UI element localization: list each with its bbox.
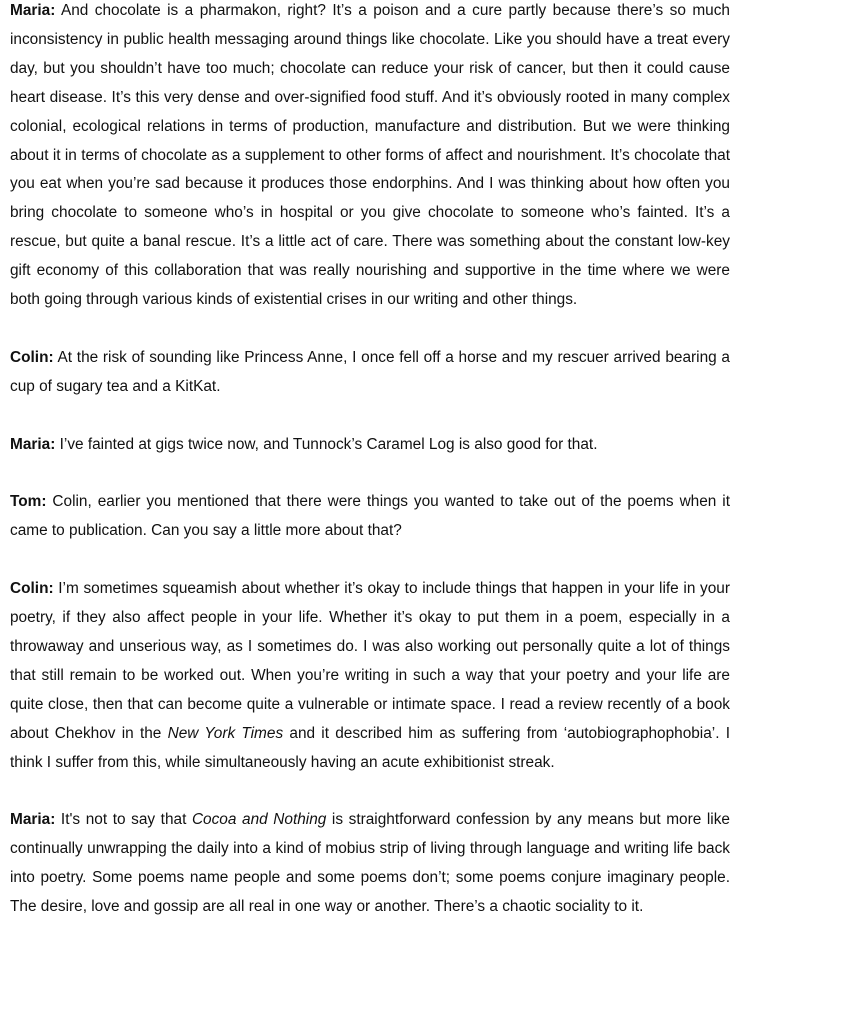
paragraph-colin-squeamish (10, 575, 730, 777)
paragraph-text: And chocolate is a pharmakon, right? It’s a poison and a cure partly because there’s so much inconsistency in public health messaging around things like chocolate. Like you should have a treat every day, but you shouldn’t have too much; chocolate can reduce your risk of cancer, but then it could cause heart disease. It’s this very dense and over-signified food stuff. And it’s obviously rooted in many complex colonial, ecological relations in terms of production, manufacture and distribution. But we were thinking about it in terms of chocolate as a supplement to other forms of affect and nourishment. It’s chocolate that you eat when you’re sad because it produces those endorphins. And I was thinking about how often you bring chocolate to someone who’s in hospital or you give chocolate to someone who’s fainted. It’s a rescue, but quite a banal rescue. It’s a little act of care. There was something about the constant low-key gift economy of this collaboration that was really nourishing and supportive in the time where we were both going through various kinds of existential crises in our writing and other things. (10, 2, 730, 309)
speaker-name: Colin: (10, 348, 54, 366)
paragraph-text: I’ve fainted at gigs twice now, and Tunnock’s Caramel Log is also good for that. (55, 435, 598, 453)
paragraph-text: It's not to say that (55, 811, 192, 829)
speaker-name: Maria: (10, 435, 56, 453)
paragraph-maria-fainted (10, 431, 730, 460)
book-title: Cocoa and Nothing (191, 811, 327, 829)
speaker-name: Maria: (10, 811, 56, 829)
paragraph-colin-horse (10, 344, 730, 402)
paragraph-tom-question (10, 488, 730, 546)
speaker-name: Tom: (10, 493, 47, 511)
paragraph-text: I’m sometimes squeamish about whether it’s okay to include things that happen in your life in your poetry, if they also affect people in your life. Whether it’s okay to put them in a poem, especially in a throwaway and unserious way, as I sometimes do. I was also working out personally quite a lot of things that still remain to be worked out. When you’re writing in such a way that your poetry and your life are quite close, then that can become quite a vulnerable or intimate space. I read a review recently of a book about Chekhov in the (10, 580, 730, 742)
paragraph-text: At the risk of sounding like Princess Anne, I once fell off a horse and my rescuer arrived bearing a cup of sugary tea and a KitKat. (10, 348, 730, 395)
paragraph-maria-confession (10, 806, 730, 922)
publication-title: New York Times (167, 724, 284, 742)
paragraph-text: is straightforward confession by any means but more like continually unwrapping the daily into a kind of mobius strip of living through language and writing life back into poetry. Some poems name people and some poems don’t; some poems conjure imaginary people. The desire, love and gossip are all real in one way or another. There’s a chaotic sociality to it. (10, 811, 730, 916)
paragraph-text: and it described him as suffering from ‘autobiographophobia’. I think I suffer from this, while simultaneously having an acute exhibitionist streak. (10, 724, 730, 771)
paragraph-text: Colin, earlier you mentioned that there were things you wanted to take out of the poems when it came to publication. Can you say a little more about that? (10, 493, 730, 540)
paragraph-maria-pharmakon (10, 0, 730, 315)
interview-transcript (10, 0, 730, 951)
speaker-name: Maria: (10, 2, 56, 19)
speaker-name: Colin: (10, 580, 54, 598)
